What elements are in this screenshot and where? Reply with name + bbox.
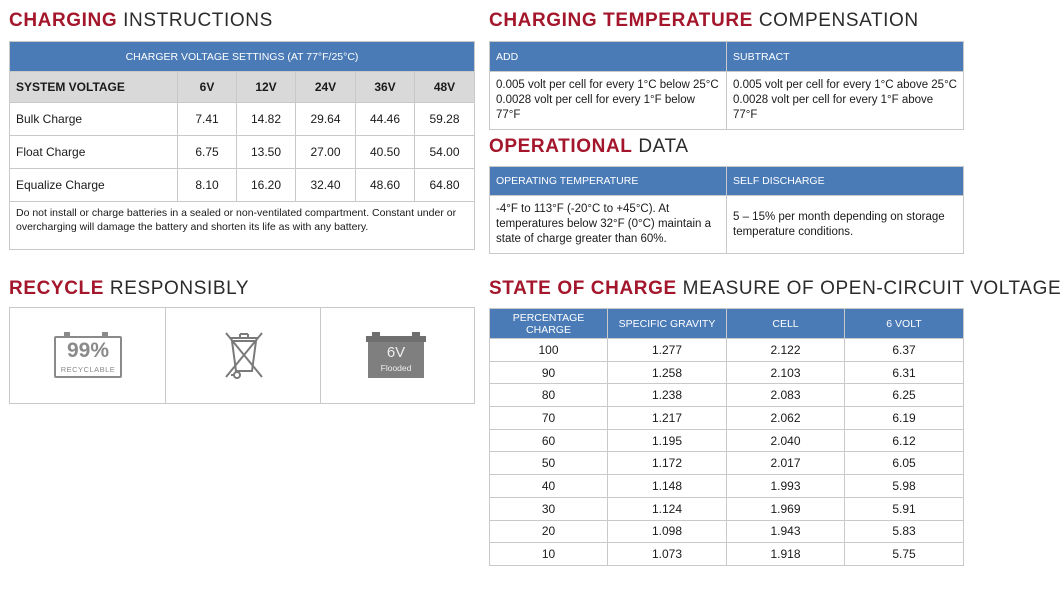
cell-value: 7.41 — [178, 103, 237, 136]
soc-cell: 2.122 — [727, 339, 845, 362]
soc-cell: 2.103 — [727, 361, 845, 384]
battery-type: Flooded — [380, 363, 412, 373]
charger-table-header-row — [10, 72, 475, 103]
table-row — [490, 543, 964, 566]
recyclable-99-icon — [54, 332, 122, 380]
soc-cell: 2.062 — [727, 407, 845, 430]
specific-gravity-header: SPECIFIC GRAVITY — [608, 309, 727, 339]
temperature-heading-rest: COMPENSATION — [758, 10, 919, 31]
voltage-48v-header: 48V — [415, 72, 475, 103]
soc-cell: 1.148 — [608, 475, 727, 498]
voltage-36v-header: 36V — [356, 72, 415, 103]
recycle-heading-red: RECYCLE — [9, 278, 104, 299]
add-line-1: 0.005 volt per cell for every 1°C below 25°C — [496, 79, 719, 91]
operating-temperature-header: OPERATING TEMPERATURE — [490, 167, 727, 196]
soc-cell: 30 — [490, 497, 608, 520]
temperature-heading-red: CHARGING TEMPERATURE — [489, 10, 753, 31]
charging-heading-rest: INSTRUCTIONS — [123, 10, 273, 31]
state-of-charge-table — [489, 308, 964, 566]
soc-cell: 70 — [490, 407, 608, 430]
subtract-line-1: 0.005 volt per cell for every 1°C above 25°C — [733, 79, 957, 91]
cell-value: 29.64 — [296, 103, 356, 136]
temperature-compensation-table — [489, 41, 964, 130]
voltage-24v-header: 24V — [296, 72, 356, 103]
soc-cell: 2.083 — [727, 384, 845, 407]
soc-cell: 5.75 — [845, 543, 964, 566]
soc-cell: 10 — [490, 543, 608, 566]
row-label: Float Charge — [10, 136, 178, 169]
soc-cell: 1.969 — [727, 497, 845, 520]
voltage-6v-header: 6V — [178, 72, 237, 103]
add-line-2: 0.0028 volt per cell for every 1°F below 77°F — [496, 94, 695, 121]
soc-cell: 1.993 — [727, 475, 845, 498]
soc-cell: 2.017 — [727, 452, 845, 475]
soc-cell: 1.195 — [608, 429, 727, 452]
soc-cell: 6.12 — [845, 429, 964, 452]
recyclable-percent: 99% — [66, 339, 110, 362]
soc-cell: 5.83 — [845, 520, 964, 543]
soc-cell: 1.918 — [727, 543, 845, 566]
soc-cell: 20 — [490, 520, 608, 543]
percentage-charge-header: PERCENTAGE CHARGE — [490, 309, 608, 339]
soc-cell: 1.943 — [727, 520, 845, 543]
cell-value: 27.00 — [296, 136, 356, 169]
operational-heading-rest: DATA — [638, 136, 689, 157]
soc-cell: 1.124 — [608, 497, 727, 520]
crossed-out-bin-icon — [219, 329, 269, 388]
cell-value: 8.10 — [178, 169, 237, 202]
soc-cell: 60 — [490, 429, 608, 452]
soc-heading — [489, 278, 1061, 300]
recyclable-label: RECYCLABLE — [60, 365, 116, 374]
battery-voltage: 6V — [386, 344, 406, 361]
soc-heading-red: STATE OF CHARGE — [489, 278, 677, 299]
cell-value: 13.50 — [237, 136, 296, 169]
soc-cell: 90 — [490, 361, 608, 384]
cell-value: 14.82 — [237, 103, 296, 136]
soc-heading-rest: MEASURE OF OPEN-CIRCUIT VOLTAGE — [682, 278, 1061, 299]
cell-value: 64.80 — [415, 169, 475, 202]
soc-cell: 80 — [490, 384, 608, 407]
table-row — [490, 384, 964, 407]
add-header: ADD — [490, 42, 727, 72]
charging-note: Do not install or charge batteries in a sealed or non-ventilated compartment. Constant under or overcharging will damage the battery and shorten its life as with any battery. — [10, 202, 475, 250]
temperature-heading — [489, 10, 919, 32]
soc-cell: 5.91 — [845, 497, 964, 520]
subtract-line-2: 0.0028 volt per cell for every 1°F above 77°F — [733, 94, 934, 121]
soc-cell: 6.05 — [845, 452, 964, 475]
table-row — [490, 475, 964, 498]
table-row — [10, 103, 475, 136]
soc-cell: 1.258 — [608, 361, 727, 384]
soc-cell: 6.31 — [845, 361, 964, 384]
recycle-panel — [9, 307, 475, 404]
subtract-cell — [727, 72, 964, 130]
soc-cell: 1.217 — [608, 407, 727, 430]
soc-cell: 1.277 — [608, 339, 727, 362]
recycle-heading — [9, 278, 249, 300]
soc-cell: 5.98 — [845, 475, 964, 498]
cell-value: 6.75 — [178, 136, 237, 169]
charger-voltage-table — [9, 41, 475, 250]
soc-cell: 100 — [490, 339, 608, 362]
soc-cell: 6.19 — [845, 407, 964, 430]
cell-value: 16.20 — [237, 169, 296, 202]
cell-value: 48.60 — [356, 169, 415, 202]
charging-heading — [9, 10, 273, 32]
cell-value: 32.40 — [296, 169, 356, 202]
soc-cell: 40 — [490, 475, 608, 498]
flooded-battery-icon — [366, 332, 426, 380]
soc-cell: 1.098 — [608, 520, 727, 543]
row-label: Equalize Charge — [10, 169, 178, 202]
table-row — [490, 497, 964, 520]
table-row — [490, 429, 964, 452]
soc-cell: 1.073 — [608, 543, 727, 566]
cell-value: 59.28 — [415, 103, 475, 136]
charger-table-title: CHARGER VOLTAGE SETTINGS (AT 77°F/25°C) — [10, 42, 475, 72]
subtract-header: SUBTRACT — [727, 42, 964, 72]
cell-value: 44.46 — [356, 103, 415, 136]
operational-data-table — [489, 166, 964, 254]
recycle-heading-rest: RESPONSIBLY — [109, 278, 250, 299]
operational-heading-red: OPERATIONAL — [489, 136, 633, 157]
table-row — [490, 407, 964, 430]
self-discharge-text: 5 – 15% per month depending on storage temperature conditions. — [727, 196, 964, 254]
six-volt-header: 6 VOLT — [845, 309, 964, 339]
cell-value: 54.00 — [415, 136, 475, 169]
soc-cell: 6.37 — [845, 339, 964, 362]
soc-cell: 6.25 — [845, 384, 964, 407]
soc-cell: 1.172 — [608, 452, 727, 475]
self-discharge-header: SELF DISCHARGE — [727, 167, 964, 196]
table-row — [10, 136, 475, 169]
table-row — [490, 520, 964, 543]
system-voltage-header: SYSTEM VOLTAGE — [10, 72, 178, 103]
operational-heading — [489, 136, 689, 158]
table-row — [490, 452, 964, 475]
charging-heading-red: CHARGING — [9, 10, 118, 31]
table-row — [10, 169, 475, 202]
cell-value: 40.50 — [356, 136, 415, 169]
operating-temperature-text: -4°F to 113°F (-20°C to +45°C). At temperatures below 32°F (0°C) maintain a state of charge greater than 60%. — [490, 196, 727, 254]
table-row — [490, 339, 964, 362]
table-row — [490, 361, 964, 384]
voltage-12v-header: 12V — [237, 72, 296, 103]
cell-header: CELL — [727, 309, 845, 339]
soc-cell: 1.238 — [608, 384, 727, 407]
soc-cell: 50 — [490, 452, 608, 475]
add-cell — [490, 72, 727, 130]
soc-cell: 2.040 — [727, 429, 845, 452]
row-label: Bulk Charge — [10, 103, 178, 136]
